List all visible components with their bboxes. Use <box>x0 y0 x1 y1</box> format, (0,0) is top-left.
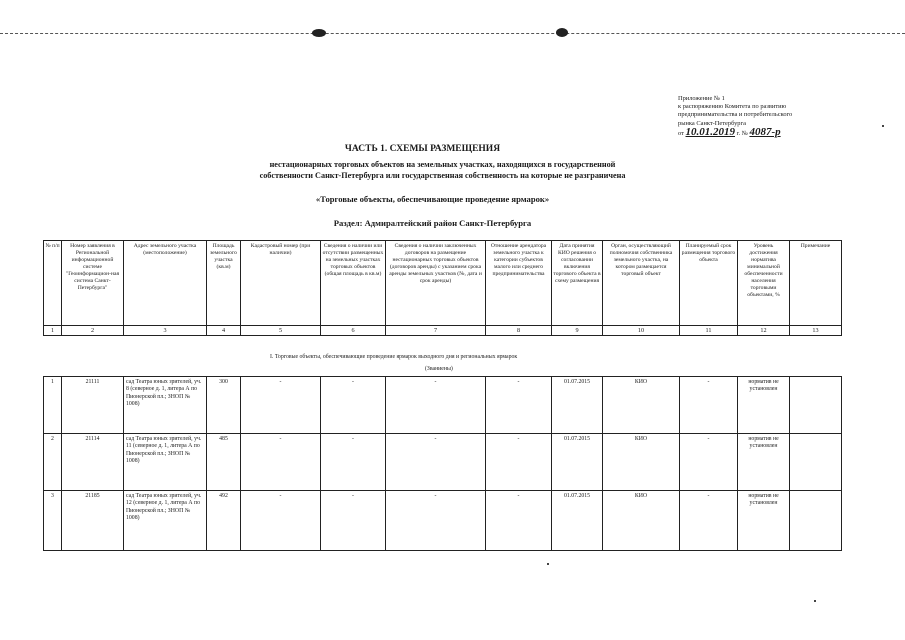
column-header: Площадь земельного участка (кв.м) <box>207 241 241 326</box>
address-cell: сад Театра юных зрителей, уч. 8 (северное д. 1, литера А по Пионерской пл.; ЗНОП № 1008) <box>124 377 207 434</box>
area-cell: 300 <box>207 377 241 434</box>
column-header: Планируемый срок размещения торгового объекта <box>680 241 738 326</box>
note-cell <box>790 377 842 434</box>
handwritten-date: 10.01.2019 <box>685 125 736 138</box>
column-number-row <box>44 326 842 336</box>
date-prefix: от <box>678 129 684 137</box>
column-number: 7 <box>386 326 486 336</box>
tenant-cell: - <box>486 491 552 551</box>
column-header: Орган, осуществляющий полномочия собственника земельного участка, на котором размещается торговый объект <box>603 241 680 326</box>
column-header: Примечание <box>790 241 842 326</box>
application-number: 21185 <box>62 491 124 551</box>
column-number: 5 <box>241 326 321 336</box>
column-header: Кадастровый номер (при наличии) <box>241 241 321 326</box>
subsection-title: I. Торговые объекты, обеспечивающие проведение ярмарок выходного дня и региональных ярмарок <box>270 354 518 360</box>
scan-mark-left <box>312 29 326 37</box>
contracts-cell: - <box>386 377 486 434</box>
column-number: 12 <box>738 326 790 336</box>
column-header: Уровень достижения норматива минимальной обеспеченности населения торговыми объектами, % <box>738 241 790 326</box>
objects-cell: - <box>321 377 386 434</box>
part-title: ЧАСТЬ 1. СХЕМЫ РАЗМЕЩЕНИЯ <box>344 144 501 154</box>
subsection-note: (Званиены) <box>425 366 453 372</box>
scan-speck <box>547 563 549 565</box>
row-number: 1 <box>44 377 62 434</box>
address-cell: сад Театра юных зрителей, уч. 11 (северное д. 1, литера А по Пионерской пл.; ЗНОП № 1008) <box>124 434 207 491</box>
column-number: 11 <box>680 326 738 336</box>
column-header: Сведения о наличии или отсутствии размещенных на земельных участках торговых объектов (общая площадь в кв.м) <box>321 241 386 326</box>
subtitle-line: собственности Санкт-Петербурга или государственная собственность на которые не разграничена <box>259 171 626 180</box>
column-number: 6 <box>321 326 386 336</box>
appendix-block <box>678 95 848 138</box>
application-number: 21111 <box>62 377 124 434</box>
address-cell: сад Театра юных зрителей, уч. 12 (северное д. 1, литера А по Пионерской пл.; ЗНОП № 1008) <box>124 491 207 551</box>
row-number: 2 <box>44 434 62 491</box>
objects-cell: - <box>321 491 386 551</box>
category-title: «Торговые объекты, обеспечивающие проведение ярмарок» <box>315 194 550 204</box>
area-cell: 485 <box>207 434 241 491</box>
table-row <box>44 434 842 491</box>
column-number: 8 <box>486 326 552 336</box>
scan-mark-right <box>556 28 568 37</box>
table-row <box>44 377 842 434</box>
column-number: 2 <box>62 326 124 336</box>
area-cell: 492 <box>207 491 241 551</box>
cadastral-cell: - <box>241 491 321 551</box>
cadastral-cell: - <box>241 377 321 434</box>
scan-speck <box>882 125 884 127</box>
appendix-line: рынка Санкт-Петербурга <box>678 119 746 127</box>
column-number: 9 <box>552 326 603 336</box>
column-number: 10 <box>603 326 680 336</box>
term-cell: - <box>680 491 738 551</box>
column-header: Сведения о наличии заключенных договоров на размещение нестационарных торговых объектов (договоров аренды) с указанием срока аренды земельных участков (№, дата и срок аренды) <box>386 241 486 326</box>
cadastral-cell: - <box>241 434 321 491</box>
scan-speck <box>814 600 816 602</box>
header-row <box>44 241 842 326</box>
document-subtitle <box>0 159 895 181</box>
tenant-cell: - <box>486 377 552 434</box>
column-header: Номер заявления в Региональной информационной системе "Геоинформацион-ная система Санкт-Петербурга" <box>62 241 124 326</box>
section-title: Раздел: Адмиралтейский район Санкт-Петербурга <box>333 218 532 228</box>
authority-cell: КИО <box>603 377 680 434</box>
column-number: 1 <box>44 326 62 336</box>
header-table <box>43 240 842 336</box>
norm-cell: норматив не установлен <box>738 491 790 551</box>
norm-cell: норматив не установлен <box>738 377 790 434</box>
decision-date-cell: 01.07.2015 <box>552 377 603 434</box>
term-cell: - <box>680 377 738 434</box>
column-header: № п/п <box>44 241 62 326</box>
decision-date-cell: 01.07.2015 <box>552 434 603 491</box>
data-table <box>43 376 842 551</box>
table-row <box>44 491 842 551</box>
column-number: 3 <box>124 326 207 336</box>
objects-cell: - <box>321 434 386 491</box>
appendix-line: Приложение № 1 <box>678 95 725 102</box>
number-prefix: г. № <box>736 129 748 137</box>
term-cell: - <box>680 434 738 491</box>
column-number: 13 <box>790 326 842 336</box>
contracts-cell: - <box>386 434 486 491</box>
scan-edge-line <box>0 33 905 34</box>
application-number: 21114 <box>62 434 124 491</box>
note-cell <box>790 434 842 491</box>
row-number: 3 <box>44 491 62 551</box>
appendix-line: к распоряжению Комитета по развитию <box>678 103 787 111</box>
column-header: Адрес земельного участка (местоположение) <box>124 241 207 326</box>
contracts-cell: - <box>386 491 486 551</box>
column-number: 4 <box>207 326 241 336</box>
appendix-date-line <box>678 125 848 138</box>
appendix-line: предпринимательства и потребительского <box>678 111 793 119</box>
authority-cell: КИО <box>603 491 680 551</box>
column-header: Дата принятия КИО решения о согласовании включения торгового объекта в схему размещения <box>552 241 603 326</box>
handwritten-number: 4087-р <box>749 125 781 138</box>
decision-date-cell: 01.07.2015 <box>552 491 603 551</box>
note-cell <box>790 491 842 551</box>
authority-cell: КИО <box>603 434 680 491</box>
norm-cell: норматив не установлен <box>738 434 790 491</box>
subtitle-line: нестационарных торговых объектов на земельных участках, находящихся в государственной <box>269 160 616 169</box>
column-header: Отношение арендатора земельного участка к категории субъектов малого или среднего предпринимательства <box>486 241 552 326</box>
tenant-cell: - <box>486 434 552 491</box>
